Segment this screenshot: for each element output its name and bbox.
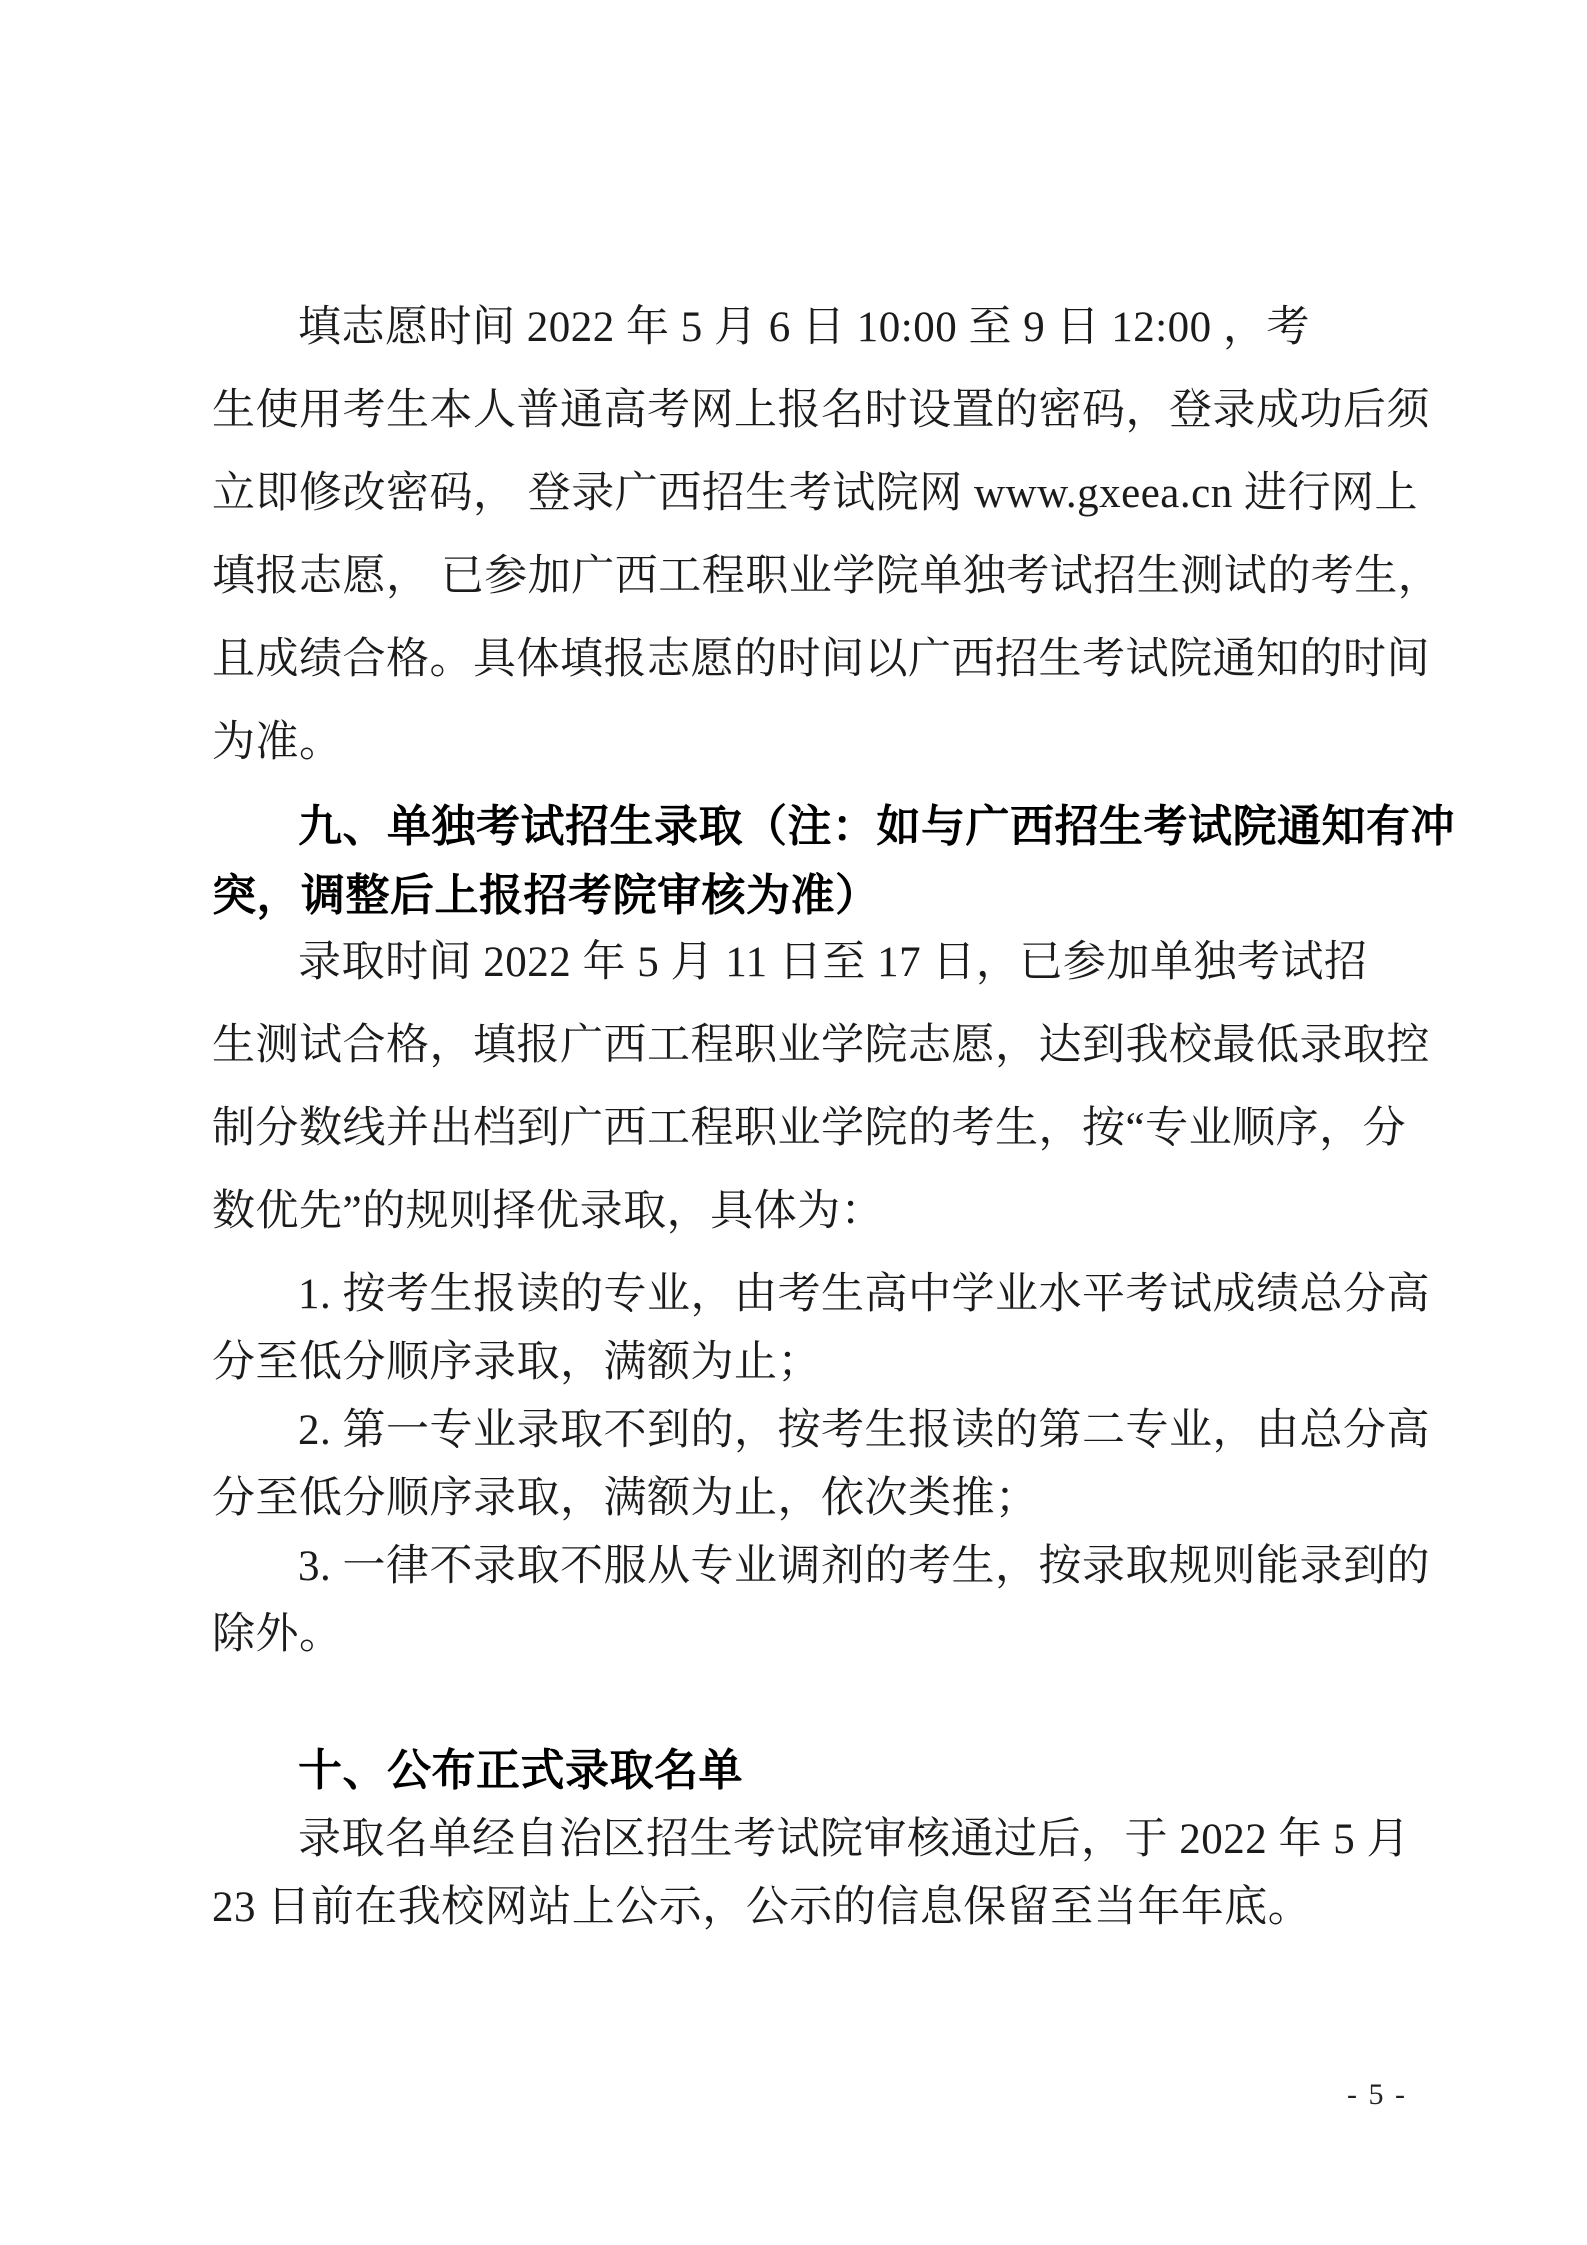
list-item-line: 2. 第一专业录取不到的，按考生报读的第二专业，由总分高 bbox=[298, 1407, 1430, 1454]
text-line: 生测试合格，填报广西工程职业学院志愿，达到我校最低录取控 bbox=[212, 1022, 1430, 1069]
admission-rules-list bbox=[212, 1261, 1462, 1669]
paragraph-volunteer-time bbox=[212, 286, 1462, 784]
text-line: 录取时间 2022 年 5 月 11 日至 17 日，已参加单独考试招 bbox=[298, 939, 1368, 986]
list-item-line: 分至低分顺序录取，满额为止，依次类推； bbox=[212, 1475, 1039, 1522]
list-item-line: 除外。 bbox=[212, 1611, 343, 1658]
page-number: - 5 - bbox=[1347, 2078, 1407, 2111]
list-item-line: 3. 一律不录取不服从专业调剂的考生，按录取规则能录到的 bbox=[298, 1543, 1430, 1590]
text-line: 为准。 bbox=[212, 719, 343, 766]
text-line: 填报志愿， 已参加广西工程职业学院单独考试招生测试的考生， bbox=[212, 553, 1442, 600]
heading-line: 十、公布正式录取名单 bbox=[298, 1746, 743, 1795]
heading-line: 九、单独考试招生录取（注：如与广西招生考试院通知有冲 bbox=[298, 802, 1455, 851]
text-line: 且成绩合格。具体填报志愿的时间以广西招生考试院通知的时间 bbox=[212, 636, 1430, 683]
heading-section-nine bbox=[212, 792, 1462, 930]
heading-line: 突，调整后上报招考院审核为准） bbox=[212, 871, 880, 920]
text-line: 立即修改密码， 登录广西招生考试院网 www.gxeea.cn 进行网上 bbox=[212, 470, 1418, 517]
text-line: 录取名单经自治区招生考试院审核通过后，于 2022 年 5 月 bbox=[298, 1816, 1410, 1863]
text-line: 填志愿时间 2022 年 5 月 6 日 10:00 至 9 日 12:00 ，考 bbox=[298, 304, 1310, 351]
heading-section-ten bbox=[212, 1736, 1462, 1805]
paragraph-publish-list bbox=[212, 1806, 1462, 1942]
list-item-line: 分至低分顺序录取，满额为止； bbox=[212, 1339, 821, 1386]
text-line: 23 日前在我校网站上公示，公示的信息保留至当年年底。 bbox=[212, 1884, 1312, 1931]
text-line: 数优先”的规则择优录取，具体为： bbox=[212, 1188, 885, 1235]
text-line: 生使用考生本人普通高考网上报名时设置的密码，登录成功后须 bbox=[212, 387, 1430, 434]
text-line: 制分数线并出档到广西工程职业学院的考生，按“专业顺序，分 bbox=[212, 1105, 1407, 1152]
paragraph-admission-time bbox=[212, 921, 1462, 1253]
list-item-line: 1. 按考生报读的专业，由考生高中学业水平考试成绩总分高 bbox=[298, 1271, 1430, 1318]
